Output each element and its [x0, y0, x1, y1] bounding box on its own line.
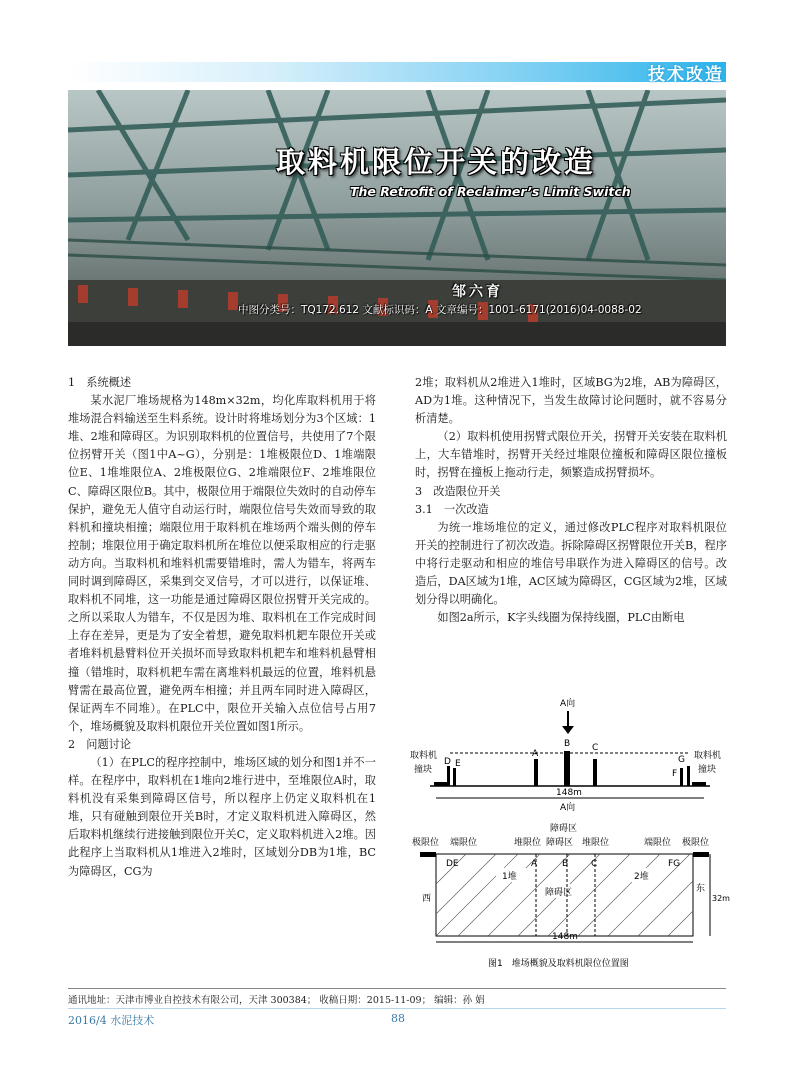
- limit-post-e: [453, 768, 456, 786]
- figure-1: [410, 696, 730, 976]
- section-heading: 1 系统概述: [68, 376, 132, 389]
- section-heading: 3 改造限位开关: [415, 484, 501, 498]
- letter-d: D: [444, 757, 451, 767]
- paragraph: 2堆；取料机从2堆进入1堆时，区域BG为2堆，AB为障碍区，AD为1堆。这种情况下，当发生故障讨论问题时，就不容易分析清楚。: [415, 376, 727, 426]
- letter-c: C: [592, 743, 599, 753]
- letter-a: A: [532, 749, 539, 759]
- paragraph: （2）取料机使用拐臂式限位开关，拐臂开关安装在取料机上，大车错堆时，拐臂开关经过堆限位撞板和障碍区限位撞板时，拐臂在撞板上拖动行走，频繁造成拐臂损坏。: [415, 430, 727, 480]
- pile2-label: 2堆: [634, 872, 649, 882]
- classification-meta: 中图分类号：TQ172.612 文献标识码：A 文章编号：1001-6171(2016)04-0088-02: [238, 304, 642, 316]
- limit-label-1: 极限位: [412, 838, 440, 848]
- limit-post-f: [680, 768, 683, 786]
- length-label-plan: 148m: [552, 932, 578, 942]
- right-bumper-label-1: 取料机: [694, 751, 722, 761]
- paragraph: （1）在PLC的程序控制中，堆场区域的划分和图1并不一样。在程序中，取料机在1堆向2堆行进中，至堆限位A时，取料机没有采集到障碍区信号，所以程序上仍定义取料机在1堆，只有碰触到限位开关B时，才定义取料机进入障碍区，然后取料机继续行进接触到限位开关C，定义取料机进入2堆。因此程序上当取料机从1堆进入2堆时，区域划分DB为1堆，BC为障碍区，CG为: [68, 755, 376, 878]
- limit-post-a: [534, 759, 538, 786]
- plan-letter-b: B: [562, 859, 569, 869]
- length-label-top: 148m: [556, 788, 582, 798]
- left-bumper-plan: [420, 852, 436, 857]
- a-view-label: A向: [560, 803, 576, 813]
- journal-issue: 2016/4 水泥技术: [68, 1014, 155, 1027]
- a-direction-label: A向: [560, 699, 576, 709]
- pile1-label: 1堆: [502, 872, 517, 882]
- limit-label-5: 堆限位: [582, 838, 610, 848]
- paragraph: 某水泥厂堆场规格为148m×32m，均化库取料机用于将堆场混合料输送至生料系统。设计时将堆场划分为3个区域：1堆、2堆和障碍区。为识别取料机的位置信号，共使用了7个限位拐臂开关（图1中A~G），分别是：1堆极限位D、1堆端限位E、1堆堆限位A、2堆极限位G、2堆端限位F、2堆堆限位C、障碍区限位B。其中，极限位用于端限位失效时的自动停车保护，避免无人值守自动运行时，端限位信号失效而导致的取料机和撞块相撞；端限位用于取料机在堆场两个端头侧的停车控制；堆限位用于确定取料机所在堆位以便采取相应的行走驱动方向。当取料机和堆料机需要错堆时，需人为错车，将两车同时调到障碍区，采集到交叉信号，才可以进行，以保证堆、取料机不同堆，这一功能是通过障碍区限位拐臂开关完成的。之所以采取人为错车，不仅是因为堆、取料机在工作完成时间上存在差异，更是为了安全着想，避免取料机耙车限位开关或者堆料机悬臂料位开关损坏而导致取料机耙车和堆料机悬臂相撞（错堆时，取料机耙车需在离堆料机最远的位置，堆料机悬臂需在最高位置，避免两车相撞；并且两车同时进入障碍区，保证两车不同堆）。在PLC中，限位开关输入点位信号占用7个，堆场概貌及取料机限位开关位置如图1所示。: [68, 394, 376, 733]
- footnote-rule: [68, 988, 726, 989]
- left-bumper-label-2: 撞块: [414, 765, 433, 775]
- left-column: [68, 374, 376, 881]
- limit-post-d: [447, 766, 450, 786]
- plan-letter-fg: FG: [668, 859, 681, 869]
- limit-label-7: 极限位: [682, 838, 710, 848]
- limit-label-6: 端限位: [644, 838, 672, 848]
- footer-rule: [68, 1008, 726, 1009]
- section-heading: 3.1 一次改造: [415, 502, 489, 516]
- article-subtitle: The Retrofit of Reclaimer’s Limit Switch: [350, 184, 631, 199]
- letter-e: E: [455, 759, 461, 769]
- yard-diagram: [410, 696, 730, 976]
- limit-post-g: [687, 766, 690, 786]
- arrow-head: [562, 726, 574, 734]
- west-label: 西: [422, 894, 432, 904]
- width-label: 32m: [712, 894, 730, 903]
- author: 邹六育: [452, 284, 503, 300]
- limit-post-c: [593, 759, 597, 786]
- limit-post-b: [564, 751, 570, 786]
- right-column: [415, 374, 727, 627]
- section-tag: 技术改造: [648, 65, 724, 85]
- barrier-zone-label: 障碍区: [545, 888, 573, 898]
- limit-label-4: 障碍区: [546, 838, 574, 848]
- limit-label-3: 堆限位: [514, 838, 542, 848]
- left-bumper-label-1: 取料机: [410, 751, 438, 761]
- paragraph: 为统一堆场堆位的定义，通过修改PLC程序对取料机限位开关的控制进行了初次改造。拆除障碍区拐臂限位开关B，程序中将行走驱动和相应的堆信号串联作为进入障碍区的信号。改造后，DA区域为1堆，AC区域为障碍区，CG区域为2堆，区域划分得以明确化。: [415, 520, 727, 607]
- plan-letter-c: C: [591, 859, 598, 869]
- article-title: 取料机限位开关的改造: [276, 145, 597, 179]
- east-label: 东: [696, 884, 706, 894]
- section-heading: 2 问题讨论: [68, 737, 132, 751]
- limit-label-2: 端限位: [450, 838, 478, 848]
- plan-letter-de: DE: [446, 859, 459, 869]
- plan-letter-a: A: [531, 859, 538, 869]
- paragraph: 如图2a所示，K字头线圈为保持线圈，PLC由断电: [437, 611, 685, 625]
- letter-f: F: [672, 769, 678, 779]
- footnote: 通讯地址：天津市博业自控技术有限公司，天津 300384； 收稿日期：2015-11-09； 编辑：孙 娟: [68, 995, 485, 1006]
- letter-b: B: [564, 739, 571, 749]
- section-banner: [68, 62, 726, 82]
- figure-caption: 图1 堆场概貌及取料机限位位置图: [488, 959, 629, 969]
- right-bumper-plan: [693, 852, 709, 857]
- barrier-zone-title: 障碍区: [550, 824, 578, 834]
- page-number: 88: [391, 1012, 405, 1025]
- right-bumper-label-2: 撞块: [698, 765, 717, 775]
- letter-g: G: [678, 755, 685, 765]
